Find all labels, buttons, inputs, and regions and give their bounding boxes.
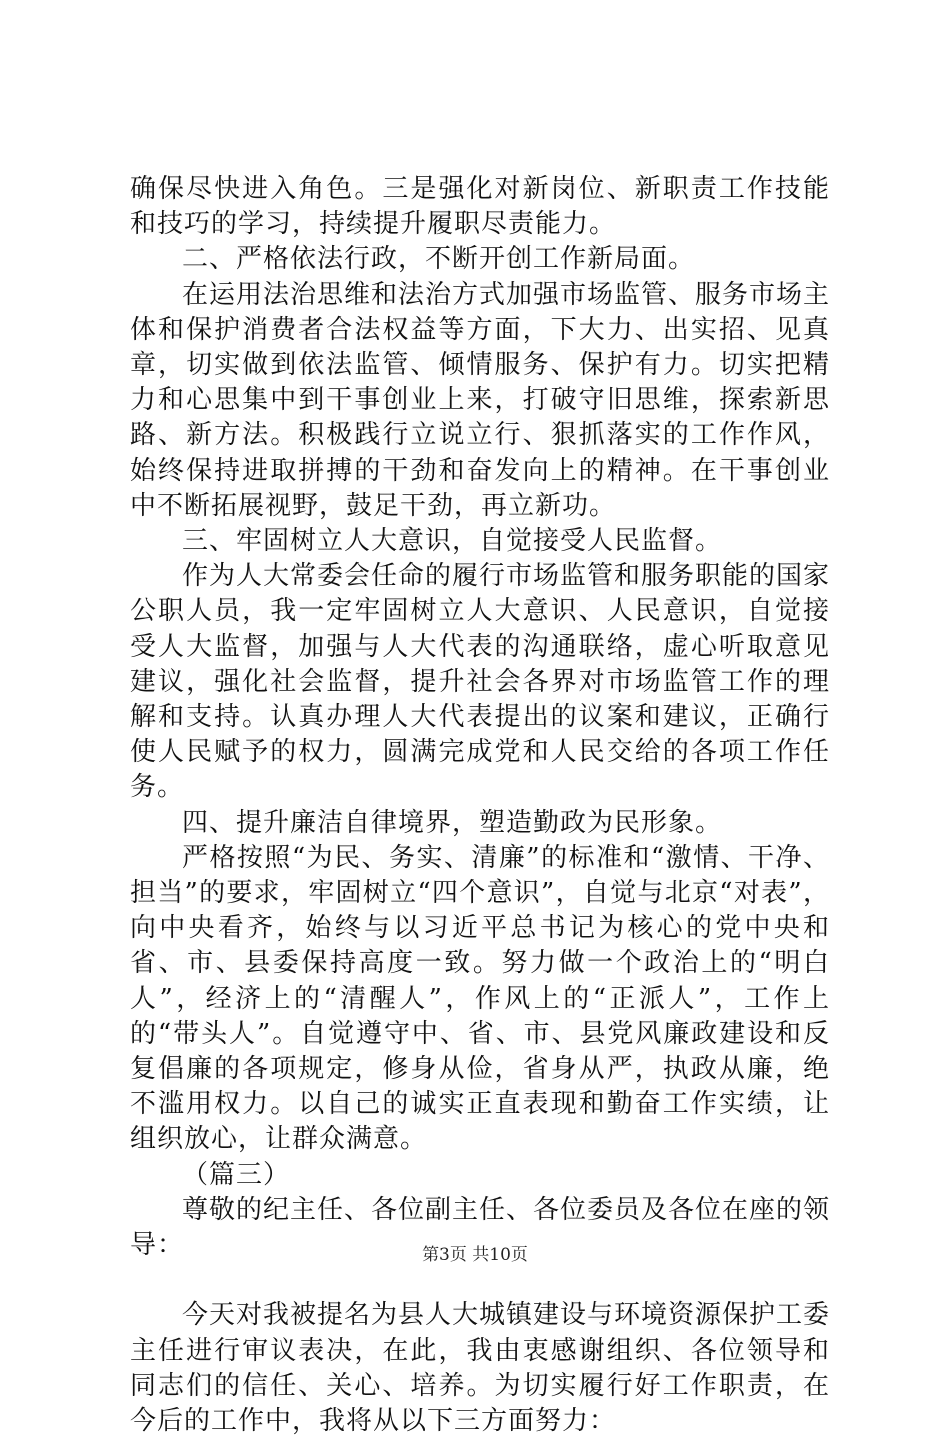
paragraph: 作为人大常委会任命的履行市场监管和服务职能的国家公职人员，我一定牢固树立人大意识、人民意识，自觉接受人大监督，加强与人大代表的沟通联络，虚心听取意见建议，强化社会监督，提升社会各界对市场监管工作的理解和支持。认真办理人大代表提出的议案和建议，正确行使人民赋予的权力，圆满完成党和人民交给的各项工作任务。: [130, 561, 831, 803]
section-heading-3: 三、牢固树立人大意识，自觉接受人民监督。: [182, 526, 723, 557]
section-heading-2: 二、严格依法行政，不断开创工作新局面。: [182, 244, 696, 275]
part-label: （篇三）: [182, 1159, 291, 1190]
section-heading-4: 四、提升廉洁自律境界，塑造勤政为民形象。: [182, 807, 723, 838]
paragraph-continuation: 确保尽快进入角色。三是强化对新岗位、新职责工作技能和技巧的学习，持续提升履职尽责能力。: [130, 174, 830, 240]
salutation: 尊敬的纪主任、各位副主任、各位委员及各位在座的领导：: [130, 1194, 831, 1261]
page-number-footer: 第3页 共10页: [422, 1245, 528, 1265]
paragraph: 在运用法治思维和法治方式加强市场监管、服务市场主体和保护消费者合法权益等方面，下大力、出实招、见真章，切实做到依法监管、倾情服务、保护有力。切实把精力和心思集中到干事创业上来，打破守旧思维，探索新思路、新方法。积极践行立说立行、狠抓落实的工作作风，始终保持进取拼搏的干劲和奋发向上的精神。在干事创业中不断拓展视野，鼓足干劲，再立新功。: [130, 279, 831, 521]
paragraph: 严格按照“为民、务实、清廉”的标准和“激情、干净、担当”的要求，牢固树立“四个意识”，自觉与北京“对表”，向中央看齐，始终与以习近平总书记为核心的党中央和省、市、县委保持高度一致。努力做一个政治上的“明白人”，经济上的“清醒人”，作风上的“正派人”，工作上的“带头人”。自觉遵守中、省、市、县党风廉政建设和反复倡廉的各项规定，修身从俭，省身从严，执政从廉，绝不滥用权力。以自己的诚实正直表现和勤奋工作实绩，让组织放心，让群众满意。: [130, 842, 830, 1155]
paragraph: 今天对我被提名为县人大城镇建设与环境资源保护工委主任进行审议表决，在此，我由衷感谢组织、各位领导和同志们的信任、关心、培养。为切实履行好工作职责，在今后的工作中，我将从以下三方面努力：: [130, 1300, 831, 1436]
